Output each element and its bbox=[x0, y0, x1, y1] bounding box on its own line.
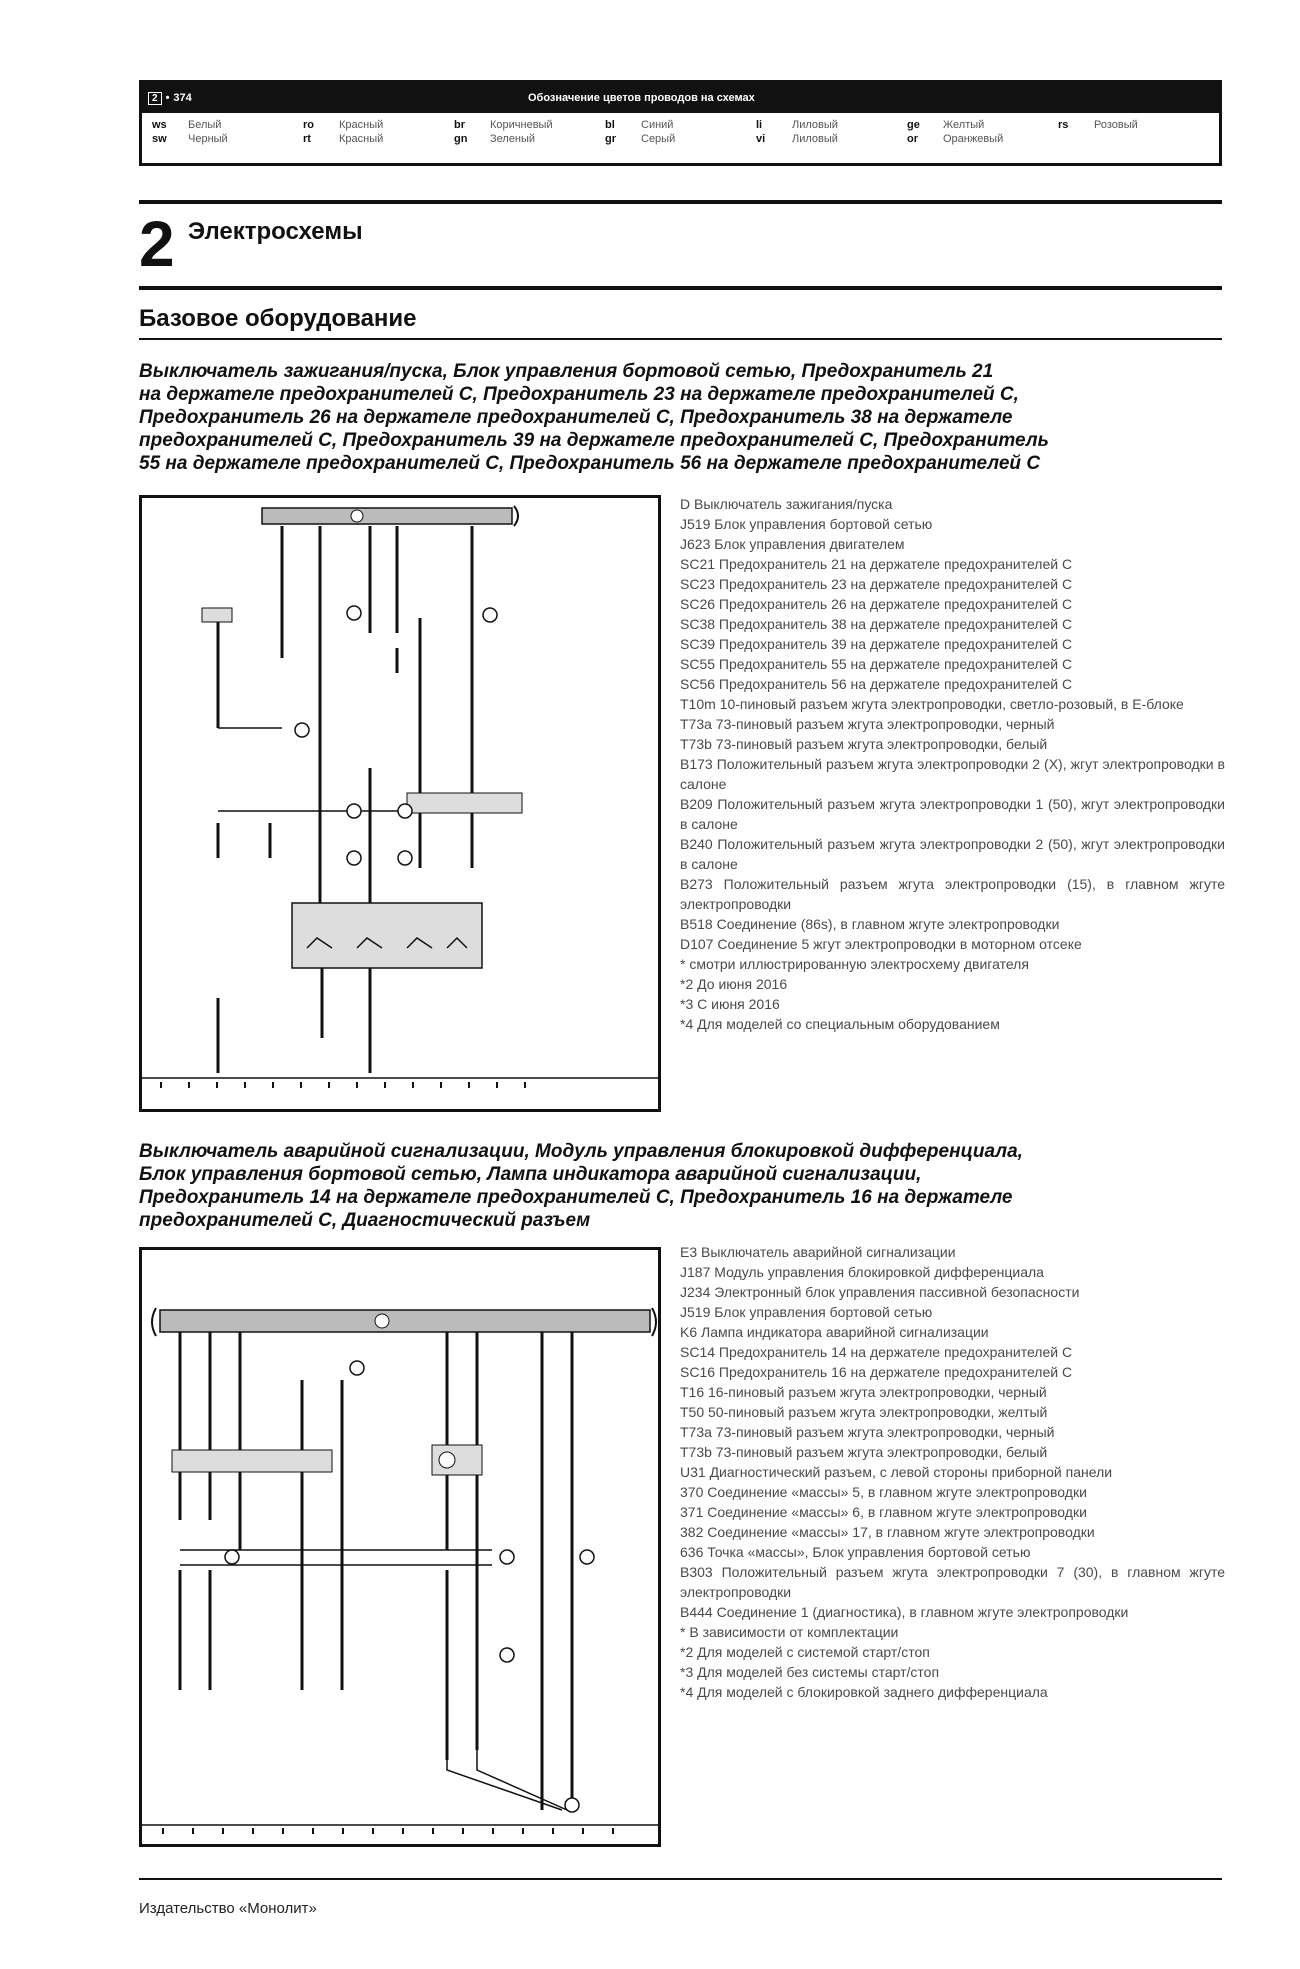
wiring-diagram-2 bbox=[139, 1247, 661, 1847]
color-entry: br Коричневый bbox=[454, 119, 553, 131]
legend-item: SC16 Предохранитель 16 на держателе предохранителей С bbox=[680, 1364, 1073, 1380]
legend-item: B303 Положительный разъем жгута электропроводки 7 (30), в главном жгуте электропроводки bbox=[680, 1564, 1225, 1600]
legend-item: T73a 73-пиновый разъем жгута электропроводки, черный bbox=[680, 716, 1055, 732]
legend-item: SC56 Предохранитель 56 на держателе предохранителей С bbox=[680, 676, 1073, 692]
color-entry: bl Синий bbox=[605, 119, 674, 131]
legend-item: * смотри иллюстрированную электросхему двигателя bbox=[680, 956, 1029, 972]
section-title: Базовое оборудование bbox=[139, 305, 417, 332]
color-entry: rt Красный bbox=[303, 133, 384, 145]
color-entry: gr Серый bbox=[605, 133, 676, 145]
legend-item: B273 Положительный разъем жгута электропроводки (15), в главном жгуте электропроводки bbox=[680, 876, 1225, 912]
legend-item: SC14 Предохранитель 14 на держателе предохранителей С bbox=[680, 1344, 1073, 1360]
page-number: 374 bbox=[173, 92, 192, 104]
color-entry: gn Зеленый bbox=[454, 133, 536, 145]
legend-item: D107 Соединение 5 жгут электропроводки в моторном отсеке bbox=[680, 936, 1082, 952]
chapter-bottom-rule bbox=[139, 286, 1222, 290]
legend-item: E3 Выключатель аварийной сигнализации bbox=[680, 1244, 956, 1260]
publisher-footer: Издательство «Монолит» bbox=[139, 1900, 317, 1917]
legend-item: B240 Положительный разъем жгута электропроводки 2 (50), жгут электропроводки в салоне bbox=[680, 836, 1225, 872]
legend-item: T50 50-пиновый разъем жгута электропроводки, желтый bbox=[680, 1404, 1048, 1420]
legend-item: B209 Положительный разъем жгута электропроводки 1 (50), жгут электропроводки в салоне bbox=[680, 796, 1225, 832]
footer-rule bbox=[139, 1878, 1222, 1880]
wiring-diagram-1 bbox=[139, 495, 661, 1112]
legend-item: B444 Соединение 1 (диагностика), в главном жгуте электропроводки bbox=[680, 1604, 1129, 1620]
legend-item: SC39 Предохранитель 39 на держателе предохранителей С bbox=[680, 636, 1073, 652]
color-entry: vi Лиловый bbox=[756, 133, 838, 145]
wiring-diagram-1-drawing bbox=[142, 498, 658, 1109]
legend-item: J519 Блок управления бортовой сетью bbox=[680, 516, 933, 532]
legend-item: SC21 Предохранитель 21 на держателе предохранителей С bbox=[680, 556, 1073, 572]
legend-item: J623 Блок управления двигателем bbox=[680, 536, 905, 552]
legend-item: T10m 10-пиновый разъем жгута электропроводки, светло-розовый, в E-блоке bbox=[680, 696, 1184, 712]
legend-item: T73b 73-пиновый разъем жгута электропроводки, белый bbox=[680, 1444, 1048, 1460]
legend-item: SC26 Предохранитель 26 на держателе предохранителей С bbox=[680, 596, 1073, 612]
color-entry: sw Черный bbox=[152, 133, 228, 145]
book-icon: 2 bbox=[148, 92, 162, 105]
legend-item: 636 Точка «массы», Блок управления бортовой сетью bbox=[680, 1544, 1031, 1560]
color-entry: rs Розовый bbox=[1058, 119, 1138, 131]
legend-item: SC55 Предохранитель 55 на держателе предохранителей С bbox=[680, 656, 1073, 672]
legend-item: *3 Для моделей без системы старт/стоп bbox=[680, 1664, 940, 1680]
chapter-title: Электросхемы bbox=[188, 218, 363, 245]
legend-item: SC38 Предохранитель 38 на держателе предохранителей С bbox=[680, 616, 1073, 632]
chapter-number: 2 bbox=[139, 208, 175, 280]
wire-color-grid bbox=[142, 113, 1219, 145]
legend-item: 382 Соединение «массы» 17, в главном жгуте электропроводки bbox=[680, 1524, 1095, 1540]
legend-item: B173 Положительный разъем жгута электропроводки 2 (X), жгут электропроводки в салоне bbox=[680, 756, 1225, 792]
legend-item: T73b 73-пиновый разъем жгута электропроводки, белый bbox=[680, 736, 1048, 752]
wire-color-legend-title: Обозначение цветов проводов на схемах bbox=[528, 92, 755, 104]
legend-item: *4 Для моделей со специальным оборудованием bbox=[680, 1016, 1000, 1032]
legend-item: *4 Для моделей с блокировкой заднего дифференциала bbox=[680, 1684, 1048, 1700]
legend-item: * В зависимости от комплектации bbox=[680, 1624, 899, 1640]
legend-item: D Выключатель зажигания/пуска bbox=[680, 496, 893, 512]
legend-item: T73a 73-пиновый разъем жгута электропроводки, черный bbox=[680, 1424, 1055, 1440]
section-rule bbox=[139, 338, 1222, 340]
diagram1-legend bbox=[680, 494, 1225, 1034]
legend-item: J519 Блок управления бортовой сетью bbox=[680, 1304, 933, 1320]
legend-item: B518 Соединение (86s), в главном жгуте электропроводки bbox=[680, 916, 1060, 932]
color-entry: ro Красный bbox=[303, 119, 384, 131]
legend-item: U31 Диагностический разъем, с левой стороны приборной панели bbox=[680, 1464, 1113, 1480]
legend-item: T16 16-пиновый разъем жгута электропроводки, черный bbox=[680, 1384, 1047, 1400]
color-entry: li Лиловый bbox=[756, 119, 838, 131]
legend-item: J187 Модуль управления блокировкой дифференциала bbox=[680, 1264, 1044, 1280]
legend-item: *3 С июня 2016 bbox=[680, 996, 780, 1012]
legend-item: J234 Электронный блок управления пассивной безопасности bbox=[680, 1284, 1080, 1300]
wire-color-legend-header bbox=[142, 83, 1219, 113]
legend-item: *2 До июня 2016 bbox=[680, 976, 788, 992]
legend-item: K6 Лампа индикатора аварийной сигнализации bbox=[680, 1324, 989, 1340]
color-entry: or Оранжевый bbox=[907, 133, 1004, 145]
chapter-top-rule bbox=[139, 200, 1222, 204]
color-entry: ws Белый bbox=[152, 119, 222, 131]
diagram2-heading: Выключатель аварийной сигнализации, Модуль управления блокировкой дифференциала, Блок управления бортовой сетью, Лампа индикатора аварийной сигнализации, Предохранитель 14 на держателе предохранителей С, Предохранитель 16 на держателе предохранителей С, Диагностический разъем bbox=[139, 1141, 1023, 1231]
wiring-diagram-2-drawing bbox=[142, 1250, 658, 1844]
legend-item: *2 Для моделей с системой старт/стоп bbox=[680, 1644, 930, 1660]
wire-color-legend bbox=[139, 80, 1222, 166]
page-label: 2 • 374 bbox=[142, 92, 528, 105]
legend-item: 371 Соединение «массы» 6, в главном жгуте электропроводки bbox=[680, 1504, 1087, 1520]
diagram1-heading: Выключатель зажигания/пуска, Блок управления бортовой сетью, Предохранитель 21 на держателе предохранителей С, Предохранитель 23 на держателе предохранителей С, Предохранитель 26 на держателе предохранителей С, Предохранитель 38 на держателе предохранителей С, Предохранитель 39 на держателе предохранителей С, Предохранитель 55 на держателе предохранителей С, Предохранитель 56 на держателе предохранителей С bbox=[139, 361, 1049, 474]
diagram2-legend bbox=[680, 1242, 1225, 1702]
legend-item: 370 Соединение «массы» 5, в главном жгуте электропроводки bbox=[680, 1484, 1087, 1500]
legend-item: SC23 Предохранитель 23 на держателе предохранителей С bbox=[680, 576, 1073, 592]
color-entry: ge Желтый bbox=[907, 119, 985, 131]
